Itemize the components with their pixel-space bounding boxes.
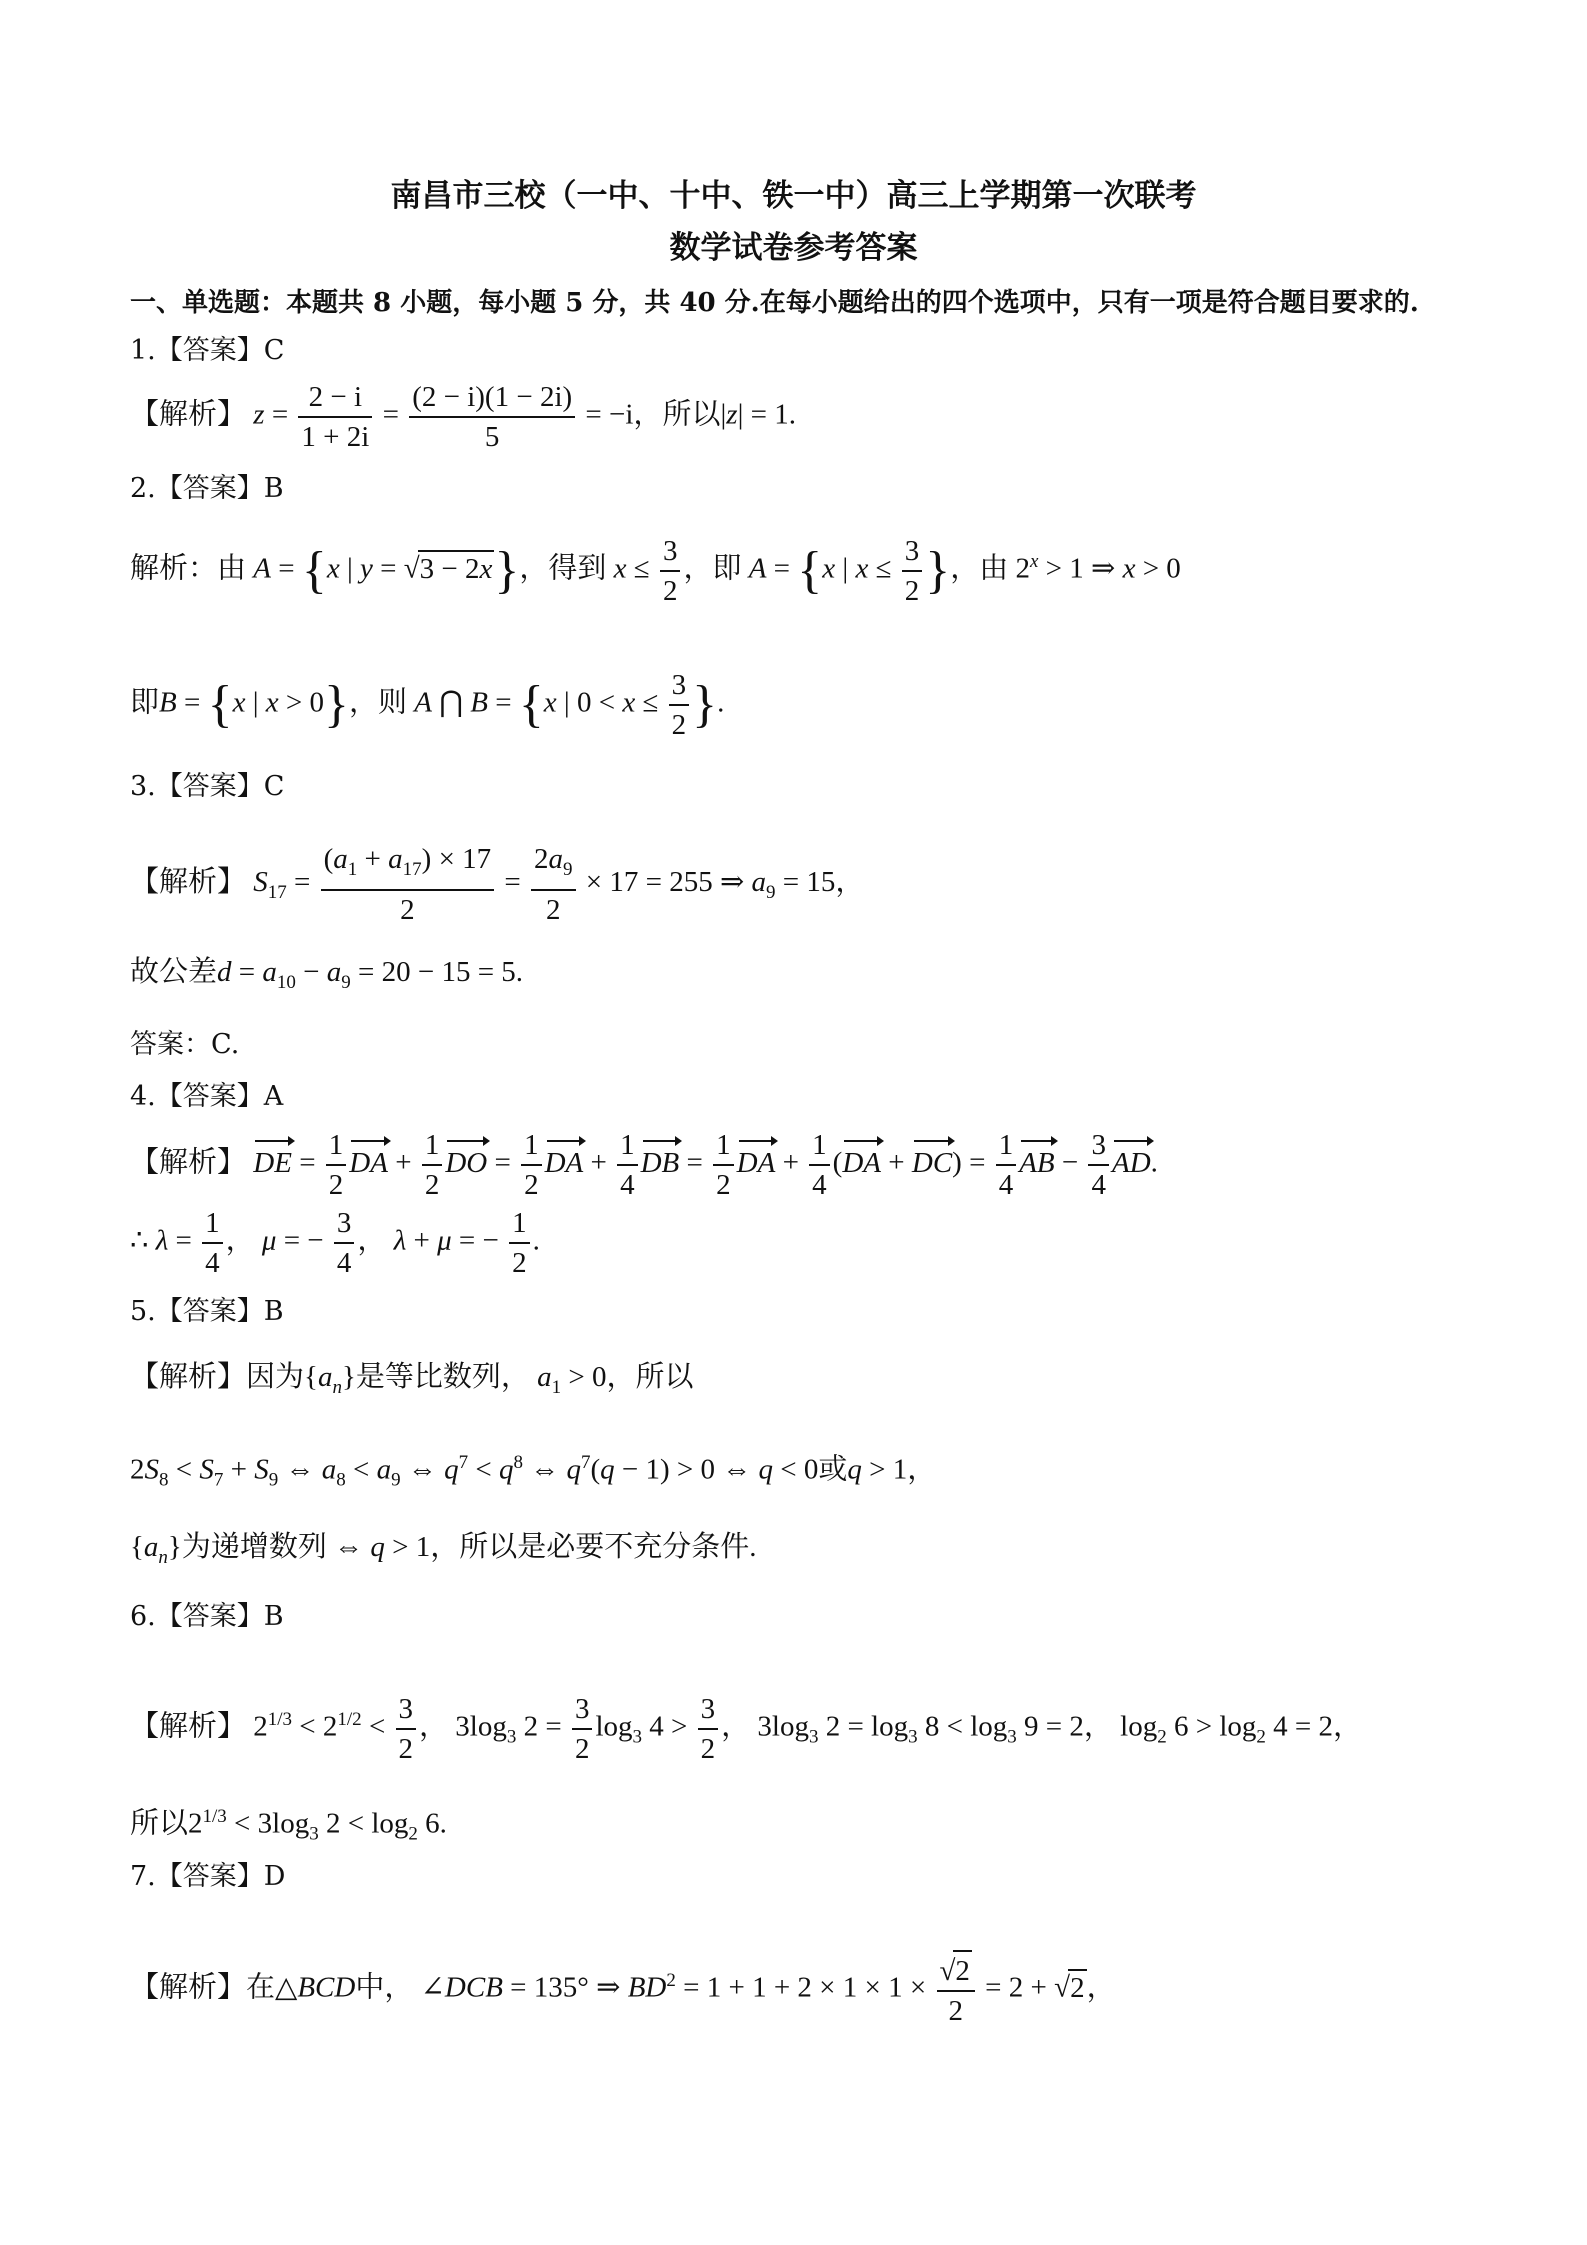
q6-conclusion: 所以$2^{1/3} < 3\log_3$ $2 < \log_2 6$. <box>130 1806 447 1845</box>
q7-analysis: 【解析】在△BCD中， ∠DCB = 135° ⇒ $BD^2 = 1 + 1 + 2 \times 1 \times 1$ × $\frac{√2}{2}$ = 2 + √2， <box>130 1950 1116 2030</box>
q4-answer-label: 4.【答案】A <box>130 1081 284 1112</box>
q3-answer-label: 3.【答案】C <box>130 771 285 802</box>
q2-answer-label: 2.【答案】B <box>130 473 284 504</box>
section-heading: 一、单选题：本题共 8 小题，每小题 5 分，共 40 分.在每小题给出的四个选项中，只有一项是符合题目要求的. <box>130 288 1419 318</box>
page-title-line2: 数学试卷参考答案 <box>669 230 918 266</box>
q2-analysis-line2: 即B = {x | x > 0}，则 A ⋂ B = {x | 0 < x ≤ $\frac{3}{2}$ }. <box>130 666 724 744</box>
q1-analysis: 【解析】 z = $\frac{2 - i}{1 + 2i}$ = $\frac{(2 - i)(1 - 2i)}{5}$ = −i，所以|z| = 1. <box>130 378 796 456</box>
q2-analysis-line1: 解析：由 A = {x | y = √3 − 2x}，得到 x ≤ $\frac{3}{2}$ ，即 A = {x | x ≤ $\frac{3}{2}$ }，由 $2^x > 1$ ⇒ x > 0 <box>130 532 1181 610</box>
q3-analysis: 【解析】 $S_{17}$ = $\frac{(a_1 + a_{17}) \times 17}{2}$ = $\frac{2a_9}{2}$ × 17 = 255 ⇒ $a_9 = 15$， <box>130 840 864 929</box>
q6-answer-label: 6.【答案】B <box>130 1601 284 1632</box>
q7-answer-label: 7.【答案】D <box>130 1861 286 1892</box>
q5-analysis-line2: $2S_8 < S_7 + S_9$ ⇔ $a_8 < a_9$ ⇔ $q^7 < q^8$ ⇔ $q^7(q - 1) > 0$ ⇔ q < 0或q > 1， <box>130 1452 937 1491</box>
q3-common-difference: 故公差$d = a_{10} - a_9 = 20 - 15 = 5$. <box>130 956 524 993</box>
q5-analysis-line3: $\{a_n\}$为递增数列 ⇔ q > 1，所以是必要不充分条件. <box>130 1531 757 1568</box>
q5-analysis-line1: 【解析】因为$\{a_n\}$是等比数列， $a_1 > 0$，所以 <box>130 1361 694 1398</box>
q3-answer-summary: 答案：C. <box>130 1029 240 1060</box>
q4-conclusion: ∴ λ = $\frac{1}{4}$ ， μ = − $\frac{3}{4}$ ， λ + μ = − $\frac{1}{2}$ . <box>130 1204 540 1282</box>
q4-analysis: 【解析】 DE = $\frac{1}{2}$ DA + $\frac{1}{2}$ DO = $\frac{1}{2}$ DA + $\frac{1}{4}$ DB = $\frac{1}{2}$ DA + $\frac{1}{4}$ (DA + DC) = $\frac{1}{4}$ AB − $\frac{3}{4}$ AD. <box>130 1126 1158 1204</box>
q1-answer-label: 1.【答案】C <box>130 335 285 366</box>
q5-answer-label: 5.【答案】B <box>130 1296 284 1327</box>
page-title-line1: 南昌市三校（一中、十中、铁一中）高三上学期第一次联考 <box>390 178 1197 214</box>
q6-analysis: 【解析】 $2^{1/3} < 2^{1/2}$ < $\frac{3}{2}$ ， $3\log_3$ 2 = $\frac{3}{2}$ $\log_3 4$ > $\frac{3}{2}$ ， $3\log_3$ $2 = \log_3 8 < \log_3 9 = 2$， $\log_2 6 > \log_2 4 = 2$， <box>130 1690 1362 1768</box>
